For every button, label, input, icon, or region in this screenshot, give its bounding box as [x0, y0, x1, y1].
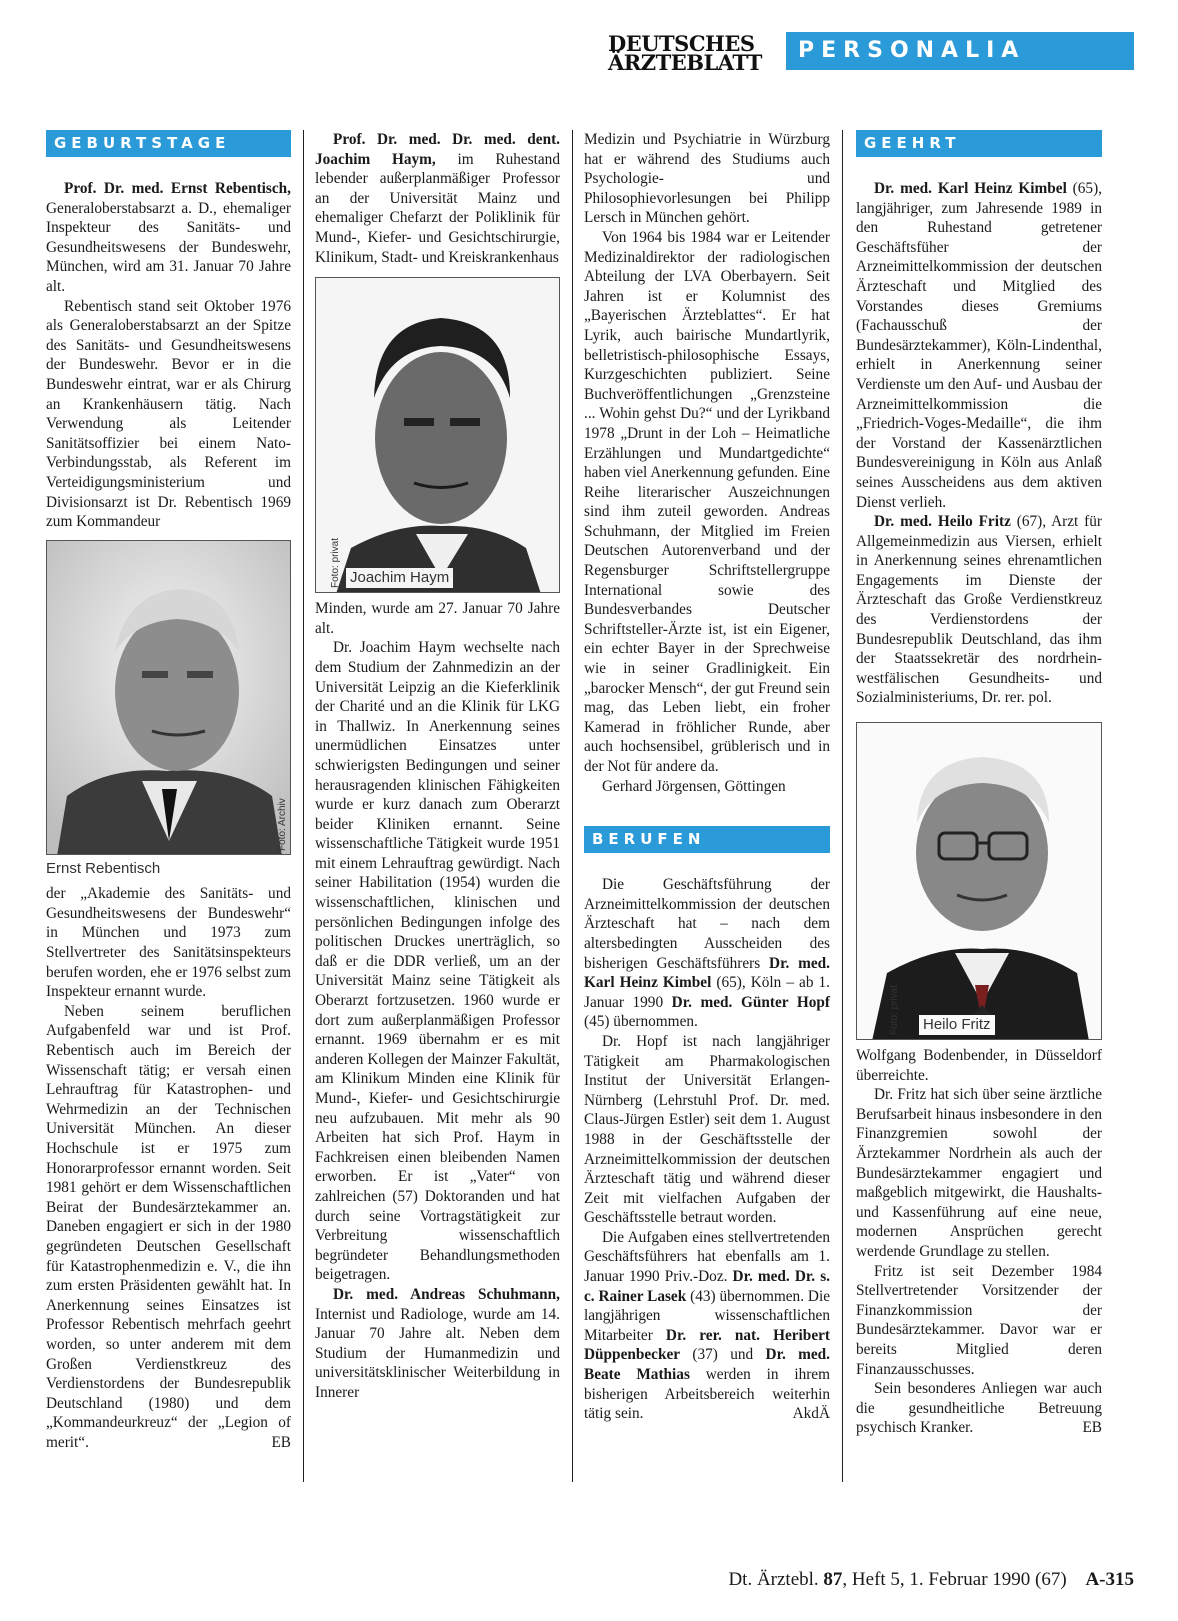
photo-caption: Joachim Haym — [346, 568, 453, 588]
portrait-image — [47, 541, 291, 855]
author-sign: AkdÄ — [792, 1405, 830, 1423]
person-name: Dr. med. Karl Heinz Kimbel — [874, 180, 1067, 197]
article-paragraph: Wolfgang Bodenbender, in Düsseldorf überreichte. — [856, 1047, 1102, 1084]
author-sign: EB — [271, 1433, 291, 1451]
article-paragraph: Von 1964 bis 1984 war er Leitender Medizinaldirektor der radiologischen Abteilung der LVA Oberbayern. Seit Jahren ist er Kolumnist des „Bayerischen Ärzteblattes“. Er hat Lyrik, auch bairische Mundartlyrik, belletristisch-philosophische Essays, Kurzgeschichten publiziert. Seine Buchveröffentlichungen „Grenzsteine ... Wohin gehst Du?“ und der Lyrikband 1978 „Drunt in der Loh – Heimatliche Erzählungen und Mundartgedichte“ haben viel Anerkennung gefunden. Eine Reihe literarischer Auszeichnungen sind ihm zuteil geworden. Andreas Schuhmann, der Mitglied im Freien Deutschen Autorenverband und der Regensburger Schriftstellergruppe International sowie des Bundesverbandes Deutscher Schriftsteller-Ärzte ist, ist ein Eigener, ein echter Bayer in der Sprechweise wie in seiner Gradlinigkeit. Ein „barocker Mensch“, der gut Freund sein mag, das Leben liebt, ein froher Kamerad in fröhlicher Runde, aber auch hochsensibel, grüblerisch und in der Not für andere da. — [584, 228, 830, 775]
article-paragraph: der „Akademie des Sanitäts- und Gesundheitswesens der Bundeswehr“ in München und 1973 zum Stellvertreter des Sanitätsinspekteurs berufen worden, ehe er 1976 selbst zum Inspekteur ernannt wurde. — [46, 885, 291, 1001]
column-rule — [842, 130, 843, 1482]
person-name: Dr. med. Günter Hopf — [671, 993, 830, 1011]
article-paragraph: Die Aufgaben eines stellvertretenden Geschäftsführers hat ebenfalls am 1. Januar 1990 Priv.-Doz. Dr. med. Dr. s. c. Rainer Lasek (43) übernommen. Die langjährigen wissenschaftlichen Mitarbeiter Dr. rer. nat. Heribert Düppenbecker (37) und Dr. med. Beate Mathias werden in ihrem bisherigen Arbeitsbereich weiterhin tätig sein. AkdÄ — [584, 1228, 830, 1423]
person-name: Prof. Dr. med. Dr. med. dent. Joachim Haym, — [315, 131, 560, 168]
photo-credit: Foto: privat — [889, 985, 900, 1036]
journal-logo-line1: DEUTSCHES — [608, 31, 755, 56]
article-paragraph: Dr. Joachim Haym wechselte nach dem Studium der Zahnmedizin an der Universität Leipzig an die Kieferklinik der Charité und an die Klinik für LKG in Thallwiz. In Anerkennung seines unermüdlichen Einsatzes unter schwierigsten Bedingungen und seiner herausragenden klinischen Fähigkeiten wurde er kurz danach zum Oberarzt beider Kliniken ernannt. Seine wissenschaftliche Tätigkeit wurde 1951 mit einem Lehrauftrag gewürdigt. Nach seiner Habilitation (1954) wurden die wissenschaftlichen, klinischen und persönlichen Bedingungen infolge des politischen Druckes unerträglich, so daß er die DDR verließ, um an der Universität Mainz seine Tätigkeit als Oberarzt fortzusetzen. 1960 wurde er dort zum außerplanmäßigen Professor ernannt. 1969 übernahm er es mit anderen Kollegen der Mainzer Fakultät, am Klinikum Minden eine Klinik für Mund-, Kiefer- und Gesichtschirurgie neu aufzubauen. Mit mehr als 90 Arbeiten hat sich Prof. Haym in Fachkreisen einen bleibenden Namen erworben. Er ist „Vater“ von zahlreichen (57) Doktoranden und hat durch seine Vortragstätigkeit zur Verbreitung wissenschaftlich begründeter Behandlungsmethoden beigetragen. — [315, 639, 560, 1284]
portrait-photo-haym — [315, 277, 560, 593]
article-paragraph: Die Geschäftsführung der Arzneimittelkommission der deutschen Ärzteschaft hat – nach dem altersbedingten Ausscheiden des bisherigen Geschäftsführers Dr. med. Karl Heinz Kimbel (65), Köln – ab 1. Januar 1990 Dr. med. Günter Hopf (45) übernommen. — [584, 876, 830, 1031]
column-rule — [572, 130, 573, 1482]
column-1 — [46, 130, 291, 1453]
photo-caption: Heilo Fritz — [919, 1015, 995, 1035]
journal-logo — [608, 31, 776, 75]
person-name: Prof. Dr. med. Ernst Rebentisch, — [64, 180, 291, 197]
article-paragraph: Neben seinem beruflichen Aufgabenfeld war und ist Prof. Rebentisch auch im Bereich der Wissenschaft tätig; er versah einen Lehrauftrag für Katastrophen- und Wehrmedizin an der Technischen Universität München. An dieser Hochschule ist er 1975 zum Honorarprofessor ernannt worden. Seit 1981 gehört er dem Wissenschaftlichen Beirat der Bundesärztekammer an. Daneben engagiert er sich in der 1980 gegründeten Deutschen Gesellschaft für Katastrophenmedizin e. V., die ihn zum ersten Präsidenten gewählt hat. In Anerkennung seines Einsatzes ist Professor Rebentisch mehrfach geehrt worden, so unter anderem mit dem Großen Verdienstkreuz des Verdienstordens der Bundesrepublik Deutschland (1980) und dem „Kommandeurkreuz“ der „Legion of merit“. EB — [46, 1002, 291, 1451]
article-paragraph: Medizin und Psychiatrie in Würzburg hat er während des Studiums auch Psychologie- und Philosophievorlesungen bei Philipp Lersch in München gehört. — [584, 131, 830, 227]
page-number: A-315 — [1085, 1569, 1134, 1590]
article-paragraph: Dr. med. Heilo Fritz (67), Arzt für Allgemeinmedizin aus Viersen, erhielt in Anerkennung seines ehrenamtlichen Engagements im Dienste der Ärzteschaft das Große Verdienstkreuz des Verdienstordens der Bundesrepublik Deutschland, das ihm der Staatssekretär des nordrhein-westfälischen Gesundheits- und Sozialministeriums, Dr. rer. pol. — [856, 513, 1102, 707]
section-heading-geehrt: GEEHRT — [856, 130, 1102, 157]
photo-credit: Foto: Archiv — [277, 797, 288, 851]
photo-caption: Ernst Rebentisch — [46, 859, 161, 877]
article-paragraph: Prof. Dr. med. Ernst Rebentisch, Generaloberstabsarzt a. D., ehemaliger Inspekteur des Sanitäts- und Gesundheitswesens der Bundeswehr, München, wird am 31. Januar 70 Jahre alt. — [46, 180, 291, 295]
portrait-image — [316, 278, 560, 593]
article-paragraph: Dr. med. Karl Heinz Kimbel (65), langjähriger, zum Jahresende 1989 in den Ruhestand getretener Geschäftsfüher der Arzneimittelkommission der deutschen Ärzteschaft und Mitglied des Vorstandes dieses Gremiums (Fachausschuß der Bundesärztekammer), Köln-Lindenthal, erhielt in Anerkennung seiner Verdienste um den Auf- und Ausbau der Arzneimittelkommission die „Friedrich-Voges-Medaille“, die ihm der Vorstand der Kassenärztlichen Bundesvereinigung in Köln aus Anlaß seines Ausscheidens aus dem aktiven Dienst verlieh. — [856, 180, 1102, 511]
article-paragraph: Prof. Dr. med. Dr. med. dent. Joachim Haym, im Ruhestand lebender außerplanmäßiger Professor an der Universität Mainz und ehemaliger Chefarzt der Poliklinik für Mund-, Kiefer- und Gesichtschirurgie, Klinikum, Stadt- und Kreiskrankenhaus — [315, 131, 560, 266]
column-rule — [303, 130, 304, 1482]
photo-credit: Foto: privat — [330, 538, 341, 589]
column-4 — [856, 130, 1102, 1438]
person-name: Dr. rer. nat. Heribert Düppenbecker — [584, 1326, 830, 1364]
column-2 — [315, 130, 560, 1403]
author-sign: Gerhard Jörgensen, Göttingen — [602, 777, 786, 795]
article-paragraph: Dr. Hopf ist nach langjähriger Tätigkeit am Pharmakologischen Institut der Universität Erlangen-Nürnberg (Lehrstuhl Prof. Dr. med. Claus-Jürgen Estler) seit dem 1. August 1988 in der Geschäftsstelle der Arzneimittelkommission der deutschen Ärzteschaft tätig und während dieser Zeit mit vielfachen Aufgaben der Geschäftsstelle betraut worden. — [584, 1032, 830, 1227]
page-footer — [650, 1569, 1134, 1591]
article-paragraph: Rebentisch stand seit Oktober 1976 als Generaloberstabsarzt an der Spitze des Sanitäts- und Gesundheitswesens der Bundeswehr. Bevor er in die Bundeswehr eintrat, war er als Chirurg an Krankenhäusern tätig. Nach Verwendung als Leitender Sanitätsoffizier bei einem Nato-Verbindungsstab, als Referent im Verteidigungsministerium und Divisionsarzt ist Dr. Rebentisch 1969 zum Kommandeur — [46, 297, 291, 531]
article-paragraph: Fritz ist seit Dezember 1984 Stellvertretender Vorsitzender der Finanzkommission der Bundesärztekammer. Davor war er bereits Mitglied deren Finanzausschusses. — [856, 1262, 1102, 1378]
journal-logo-line2: ÄRZTEBLATT — [608, 50, 762, 75]
article-paragraph: Sein besonderes Anliegen war auch die gesundheitliche Betreuung psychisch Kranker. EB — [856, 1380, 1102, 1437]
portrait-photo-fritz — [856, 722, 1102, 1040]
article-paragraph: Dr. Fritz hat sich über seine ärztliche Berufsarbeit hinaus insbesondere in den Finanzgremien sowohl der Ärztekammer Nordrhein als auch der Bundesärztekammer engagiert und maßgeblich mitgewirkt, die Haushalts- und Kassenführung auf eine neue, modernen Ansprüchen gerecht werdende Grundlage zu stellen. — [856, 1086, 1102, 1260]
citation: Dt. Ärztebl. 87, Heft 5, 1. Februar 1990 (67) — [728, 1569, 1067, 1590]
person-name: Dr. med. Beate Mathias — [584, 1346, 830, 1384]
article-paragraph: Dr. med. Andreas Schuhmann, Internist und Radiologe, wurde am 14. Januar 70 Jahre alt. Neben dem Studium der Humanmedizin und universitätsklinischer Weiterbildung in Innerer — [315, 1285, 560, 1401]
portrait-photo-rebentisch — [46, 540, 291, 855]
person-name: Dr. med. Karl Heinz Kimbel — [584, 954, 830, 992]
person-name: Dr. med. Andreas Schuhmann, — [333, 1285, 560, 1303]
section-banner: PERSONALIA — [786, 32, 1134, 70]
column-3 — [584, 130, 830, 1424]
person-name: Dr. med. Heilo Fritz — [874, 513, 1011, 531]
person-name: Dr. med. Dr. s. c. Rainer Lasek — [584, 1268, 830, 1305]
section-heading-geburtstage: GEBURTSTAGE — [46, 130, 291, 157]
article-paragraph: Minden, wurde am 27. Januar 70 Jahre alt. — [315, 600, 560, 637]
section-heading-berufen: BERUFEN — [584, 826, 830, 853]
author-sign: EB — [1082, 1419, 1102, 1437]
